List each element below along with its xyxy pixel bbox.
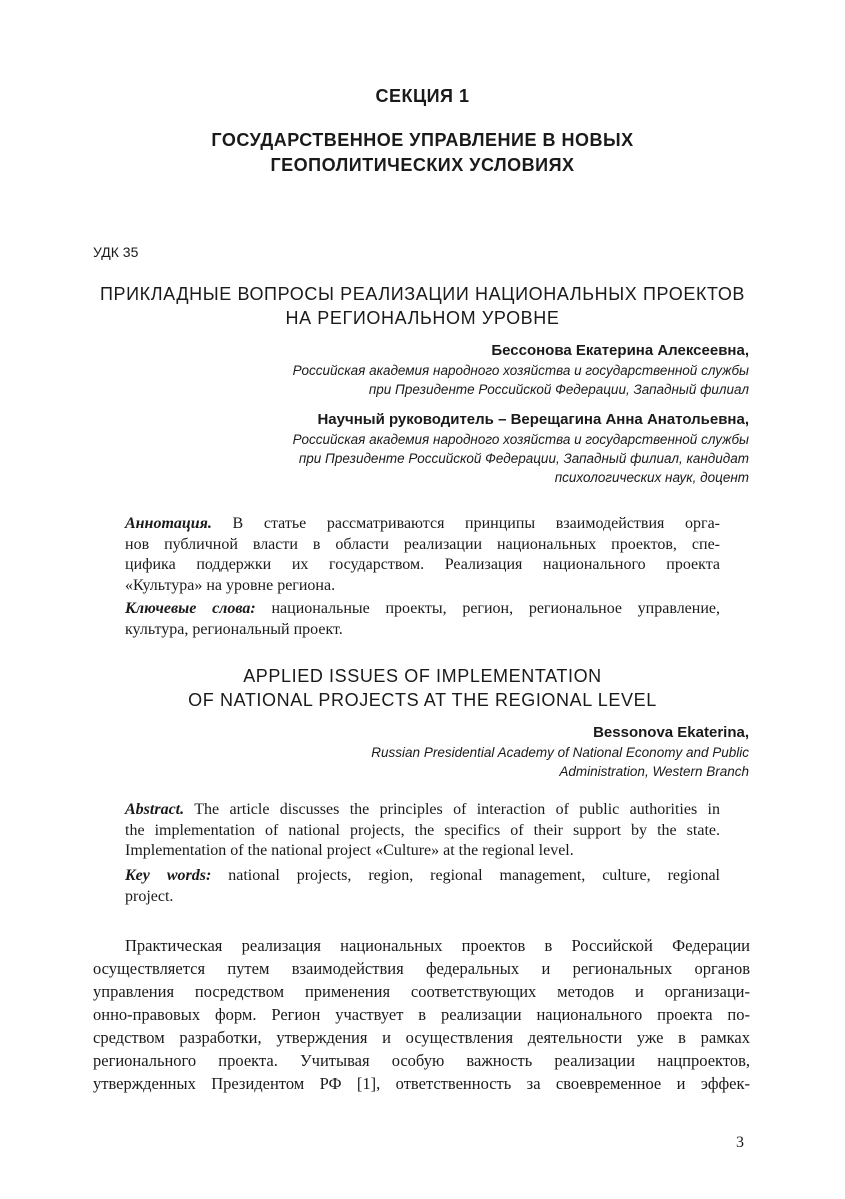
affiliation-line: Российская академия народного хозяйства и государственной службы	[292, 432, 749, 447]
keywords-label: Ключевые слова:	[125, 600, 256, 617]
section-label: СЕКЦИЯ 1	[375, 86, 470, 106]
article-title-ru	[0, 282, 845, 330]
affiliation-line: Administration, Western Branch	[559, 764, 749, 779]
affiliation-line: Российская академия народного хозяйства и государственной службы	[292, 363, 749, 378]
body-paragraph	[93, 934, 750, 1095]
supervisor-block	[129, 410, 749, 487]
keywords-ru	[125, 599, 720, 640]
author-name-en: Bessonova Ekaterina,	[593, 724, 749, 741]
annotation-line: цифика поддержки их государством. Реализация национального проекта	[125, 556, 720, 573]
body-line: управления посредством применения соответствующих методов и организаци-	[93, 982, 750, 1001]
annotation-first-line	[125, 514, 720, 535]
body-line: осуществляется путем взаимодействия федеральных и региональных органов	[93, 959, 750, 978]
body-line: утвержденных Президентом РФ [1], ответственность за своевременное и эффек-	[93, 1074, 750, 1093]
article-title-line: APPLIED ISSUES OF IMPLEMENTATION	[243, 666, 602, 686]
supervisor-name: Научный руководитель – Верещагина Анна Анатольевна,	[317, 411, 749, 428]
author-block	[129, 341, 749, 399]
annotation-text: В статье рассматриваются принципы взаимодействия орга-	[232, 515, 720, 532]
annotation-label: Аннотация.	[125, 515, 212, 532]
udk-code: УДК 35	[93, 244, 139, 260]
article-title-line: ПРИКЛАДНЫЕ ВОПРОСЫ РЕАЛИЗАЦИИ НАЦИОНАЛЬНЫХ ПРОЕКТОВ	[99, 284, 746, 304]
affiliation-line: психологических наук, доцент	[554, 470, 749, 485]
body-line: средством разработки, утверждения и осуществления деятельности уже в рамках	[93, 1028, 750, 1047]
article-title-line: НА РЕГИОНАЛЬНОМ УРОВНЕ	[285, 308, 560, 328]
keywords-line-en: project.	[125, 887, 174, 905]
section-title	[0, 128, 845, 178]
keywords-text: национальные проекты, регион, региональное управление,	[271, 600, 721, 617]
keywords-line: культура, региональный проект.	[125, 620, 343, 638]
abstract-line: the implementation of national projects, the specifics of their support by the state.	[125, 821, 720, 839]
article-title-line: OF NATIONAL PROJECTS AT THE REGIONAL LEVEL	[188, 690, 657, 710]
affiliation-line: при Президенте Российской Федерации, Западный филиал	[368, 382, 749, 397]
section-title-line: ГЕОПОЛИТИЧЕСКИХ УСЛОВИЯХ	[270, 155, 575, 175]
keywords-label-en: Key words:	[125, 867, 212, 884]
body-line: онно-правовых форм. Регион участвует в реализации национального проекта по-	[93, 1005, 750, 1024]
article-title-en	[0, 664, 845, 712]
annotation-line: «Культура» на уровне региона.	[125, 576, 336, 594]
keywords-text-en: national projects, region, regional management, culture, regional	[228, 867, 720, 884]
abstract-en	[125, 800, 720, 862]
author-affiliation-en	[129, 743, 749, 781]
supervisor-affiliation	[129, 430, 749, 487]
body-line: Практическая реализация национальных проектов в Российской Федерации	[125, 936, 750, 955]
annotation-line: нов публичной власти в области реализации национальных проектов, спе-	[125, 535, 720, 553]
keywords-first-line-en	[125, 866, 720, 887]
author-block-en	[129, 723, 749, 781]
abstract-label: Abstract.	[125, 801, 185, 818]
keywords-en	[125, 866, 720, 907]
abstract-first-line	[125, 800, 720, 821]
author-affiliation	[129, 361, 749, 399]
section-title-line: ГОСУДАРСТВЕННОЕ УПРАВЛЕНИЕ В НОВЫХ	[211, 130, 634, 150]
body-line: регионального проекта. Учитывая особую важность реализации нацпроектов,	[93, 1051, 750, 1070]
affiliation-line: при Президенте Российской Федерации, Западный филиал, кандидат	[298, 451, 749, 466]
affiliation-line: Russian Presidential Academy of National Economy and Public	[371, 745, 749, 760]
abstract-line: Implementation of the national project «Culture» at the regional level.	[125, 842, 574, 859]
annotation-ru	[125, 514, 720, 596]
keywords-first-line	[125, 599, 720, 620]
abstract-text: The article discusses the principles of interaction of public authorities in	[194, 801, 720, 818]
author-name: Бессонова Екатерина Алексеевна,	[491, 342, 749, 359]
page-number: 3	[736, 1134, 744, 1151]
